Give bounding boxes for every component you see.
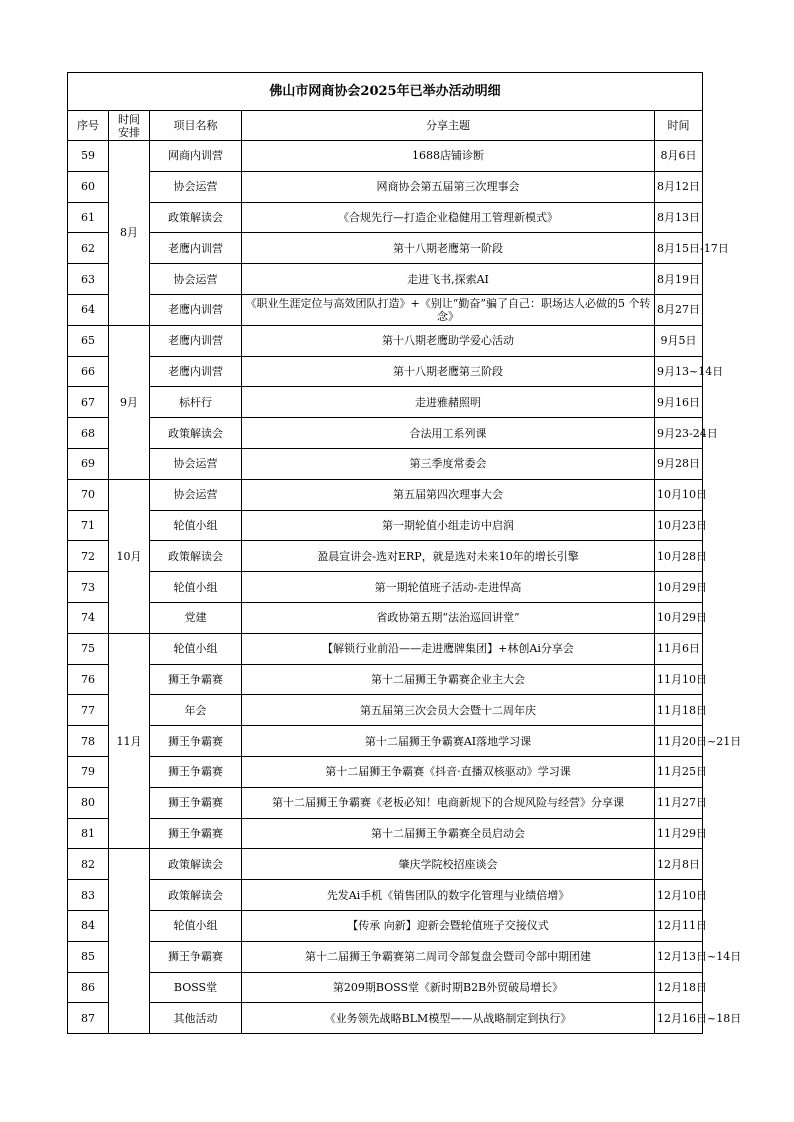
row-number: 66 [68, 356, 109, 387]
share-topic: 第十二届狮王争霸赛第二周司令部复盘会暨司令部中期团建 [242, 941, 655, 972]
row-number: 63 [68, 264, 109, 295]
row-number: 86 [68, 972, 109, 1003]
table-row [68, 356, 703, 387]
activity-date: 10月29日 [655, 602, 703, 633]
activity-date: 11月20日~21日 [655, 726, 703, 757]
activity-date: 8月12日 [655, 171, 703, 202]
project-name: 年会 [150, 695, 242, 726]
project-name: 老鹰内训营 [150, 325, 242, 356]
activity-date: 9月28日 [655, 448, 703, 479]
row-number: 65 [68, 325, 109, 356]
share-topic: 走进飞书,探索AI [242, 264, 655, 295]
row-number: 83 [68, 880, 109, 911]
project-name: 网商内训营 [150, 141, 242, 172]
project-name: 轮值小组 [150, 510, 242, 541]
project-name: 政策解读会 [150, 202, 242, 233]
activity-date: 11月18日 [655, 695, 703, 726]
month-cell: 9月 [109, 325, 150, 479]
table-row [68, 233, 703, 264]
project-name: 老鹰内训营 [150, 356, 242, 387]
table-row [68, 141, 703, 172]
activity-date: 9月13~14日 [655, 356, 703, 387]
project-name: 轮值小组 [150, 910, 242, 941]
share-topic: 第一期轮值小组走访中启润 [242, 510, 655, 541]
share-topic: 第三季度常委会 [242, 448, 655, 479]
activity-date: 11月10日 [655, 664, 703, 695]
month-cell [109, 849, 150, 1034]
row-number: 73 [68, 572, 109, 603]
share-topic: 盈晨宣讲会-选对ERP，就是选对未来10年的增长引擎 [242, 541, 655, 572]
share-topic: 《职业生涯定位与高效团队打造》+《别让“勤奋”骗了自己：职场达人必做的5 个转念》 [242, 294, 655, 325]
project-name: 政策解读会 [150, 880, 242, 911]
share-topic: 第209期BOSS堂《新时期B2B外贸破局增长》 [242, 972, 655, 1003]
table-row [68, 880, 703, 911]
project-name: 老鹰内训营 [150, 233, 242, 264]
table-row [68, 541, 703, 572]
table-row [68, 695, 703, 726]
share-topic: 【传承 向新】迎新会暨轮值班子交接仪式 [242, 910, 655, 941]
title-row [68, 73, 703, 111]
table-row [68, 264, 703, 295]
row-number: 76 [68, 664, 109, 695]
row-number: 72 [68, 541, 109, 572]
table-row [68, 294, 703, 325]
table-row [68, 633, 703, 664]
share-topic: 网商协会第五届第三次理事会 [242, 171, 655, 202]
activity-date: 9月16日 [655, 387, 703, 418]
activity-date: 11月27日 [655, 787, 703, 818]
share-topic: 第十八期老鹰第一阶段 [242, 233, 655, 264]
table-row [68, 818, 703, 849]
project-name: 狮王争霸赛 [150, 664, 242, 695]
activity-date: 10月23日 [655, 510, 703, 541]
header-topic: 分享主题 [242, 111, 655, 141]
header-month [109, 111, 150, 141]
project-name: 老鹰内训营 [150, 294, 242, 325]
activity-date: 10月28日 [655, 541, 703, 572]
project-name: 狮王争霸赛 [150, 818, 242, 849]
table-row [68, 171, 703, 202]
activity-date: 8月15日-17日 [655, 233, 703, 264]
project-name: 标杆行 [150, 387, 242, 418]
activity-date: 12月18日 [655, 972, 703, 1003]
share-topic: 第十二届狮王争霸赛AI落地学习课 [242, 726, 655, 757]
row-number: 60 [68, 171, 109, 202]
month-cell: 10月 [109, 479, 150, 633]
share-topic: 【解锁行业前沿——走进鹰牌集团】+林创Ai分享会 [242, 633, 655, 664]
share-topic: 第十二届狮王争霸赛《抖音·直播双核驱动》学习课 [242, 756, 655, 787]
share-topic: 省政协第五期“法治巡回讲堂” [242, 602, 655, 633]
share-topic: 走进雅赭照明 [242, 387, 655, 418]
row-number: 61 [68, 202, 109, 233]
row-number: 75 [68, 633, 109, 664]
row-number: 82 [68, 849, 109, 880]
month-cell: 11月 [109, 633, 150, 849]
activity-date: 8月13日 [655, 202, 703, 233]
activity-date: 8月27日 [655, 294, 703, 325]
activity-date: 10月29日 [655, 572, 703, 603]
share-topic: 第五届第三次会员大会暨十二周年庆 [242, 695, 655, 726]
table-row [68, 726, 703, 757]
table-row [68, 418, 703, 449]
activity-date: 12月11日 [655, 910, 703, 941]
row-number: 59 [68, 141, 109, 172]
project-name: 其他活动 [150, 1003, 242, 1034]
table-row [68, 941, 703, 972]
row-number: 68 [68, 418, 109, 449]
table-row [68, 510, 703, 541]
project-name: 协会运营 [150, 448, 242, 479]
header-name: 项目名称 [150, 111, 242, 141]
table-row [68, 849, 703, 880]
project-name: 政策解读会 [150, 541, 242, 572]
share-topic: 第一期轮值班子活动-走进悍高 [242, 572, 655, 603]
row-number: 67 [68, 387, 109, 418]
row-number: 78 [68, 726, 109, 757]
table-row [68, 387, 703, 418]
project-name: 协会运营 [150, 264, 242, 295]
project-name: 政策解读会 [150, 418, 242, 449]
share-topic: 《业务领先战略BLM模型——从战略制定到执行》 [242, 1003, 655, 1034]
row-number: 85 [68, 941, 109, 972]
table-row [68, 972, 703, 1003]
project-name: 狮王争霸赛 [150, 941, 242, 972]
activity-date: 11月29日 [655, 818, 703, 849]
table-row [68, 202, 703, 233]
activity-date: 8月6日 [655, 141, 703, 172]
share-topic: 第十二届狮王争霸赛《老板必知！电商新规下的合规风险与经营》分享课 [242, 787, 655, 818]
month-cell: 8月 [109, 141, 150, 326]
table-title: 佛山市网商协会2025年已举办活动明细 [68, 73, 703, 111]
activity-date: 12月13日~14日 [655, 941, 703, 972]
row-number: 74 [68, 602, 109, 633]
header-month-label: 时间 安排 [118, 112, 140, 139]
activity-date: 9月5日 [655, 325, 703, 356]
share-topic: 第十二届狮王争霸赛全员启动会 [242, 818, 655, 849]
activity-date: 11月6日 [655, 633, 703, 664]
table-row [68, 910, 703, 941]
share-topic: 《合规先行—打造企业稳健用工管理新模式》 [242, 202, 655, 233]
share-topic: 第十二届狮王争霸赛企业主大会 [242, 664, 655, 695]
project-name: 协会运营 [150, 479, 242, 510]
activity-date: 12月8日 [655, 849, 703, 880]
share-topic: 第十八期老鹰助学爱心活动 [242, 325, 655, 356]
share-topic: 第十八期老鹰第三阶段 [242, 356, 655, 387]
row-number: 77 [68, 695, 109, 726]
project-name: 轮值小组 [150, 633, 242, 664]
project-name: 政策解读会 [150, 849, 242, 880]
project-name: 协会运营 [150, 171, 242, 202]
table-row [68, 602, 703, 633]
table-row [68, 479, 703, 510]
activity-table [67, 72, 742, 1034]
row-number: 80 [68, 787, 109, 818]
row-number: 64 [68, 294, 109, 325]
share-topic: 1688店铺诊断 [242, 141, 655, 172]
project-name: BOSS堂 [150, 972, 242, 1003]
header-no: 序号 [68, 111, 109, 141]
table-row [68, 787, 703, 818]
project-name: 轮值小组 [150, 572, 242, 603]
share-topic: 合法用工系列课 [242, 418, 655, 449]
header-date: 时间 [655, 111, 703, 141]
row-number: 81 [68, 818, 109, 849]
row-number: 87 [68, 1003, 109, 1034]
row-number: 84 [68, 910, 109, 941]
activity-date: 11月25日 [655, 756, 703, 787]
project-name: 狮王争霸赛 [150, 756, 242, 787]
row-number: 71 [68, 510, 109, 541]
table-row [68, 325, 703, 356]
project-name: 狮王争霸赛 [150, 726, 242, 757]
share-topic: 先发Ai手机《销售团队的数字化管理与业绩倍增》 [242, 880, 655, 911]
table-row [68, 572, 703, 603]
share-topic: 肇庆学院校招座谈会 [242, 849, 655, 880]
share-topic: 第五届第四次理事大会 [242, 479, 655, 510]
table-row [68, 448, 703, 479]
activity-date: 10月10日 [655, 479, 703, 510]
table-row [68, 664, 703, 695]
project-name: 党建 [150, 602, 242, 633]
row-number: 70 [68, 479, 109, 510]
activity-date: 9月23-24日 [655, 418, 703, 449]
activity-date: 12月10日 [655, 880, 703, 911]
row-number: 79 [68, 756, 109, 787]
activity-date: 8月19日 [655, 264, 703, 295]
table-row [68, 756, 703, 787]
table-row [68, 1003, 703, 1034]
row-number: 69 [68, 448, 109, 479]
row-number: 62 [68, 233, 109, 264]
project-name: 狮王争霸赛 [150, 787, 242, 818]
activity-date: 12月16日~18日 [655, 1003, 703, 1034]
header-row [68, 111, 703, 141]
